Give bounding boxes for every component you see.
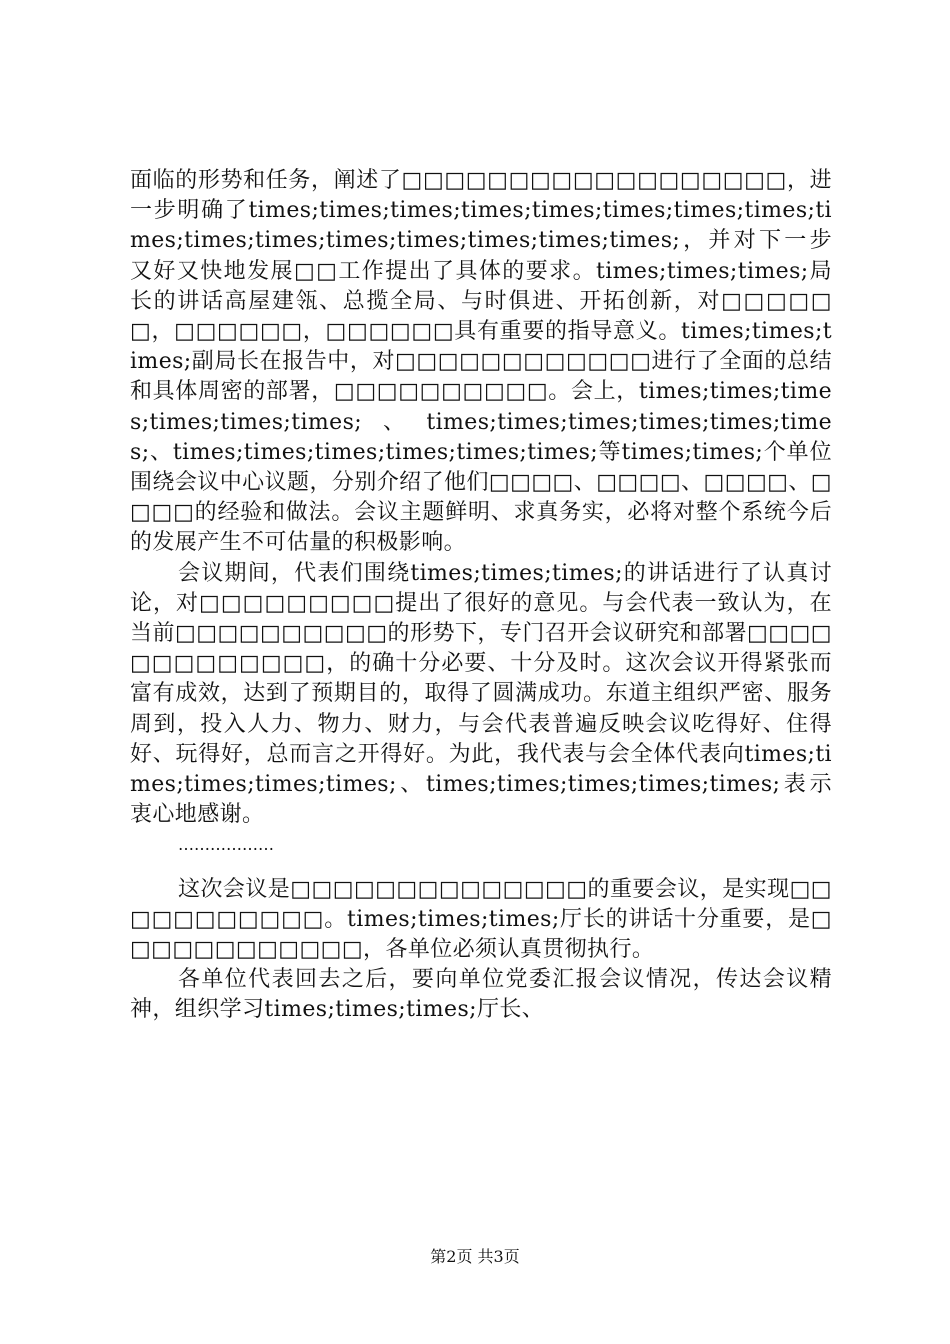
paragraph-4: 各单位代表回去之后，要向单位党委汇报会议情况，传达会议精神，组织学习times;times;times;厅长、 [130,967,832,1023]
paragraph-3: 这次会议是□□□□□□□□□□□□□□的重要会议，是实现□□□□□□□□□□□。times;times;times;厅长的讲话十分重要，是□□□□□□□□□□□□，各单位必须认真贯彻执行。 [130,876,832,963]
document-body [130,166,832,1026]
paragraph-1: 面临的形势和任务，阐述了□□□□□□□□□□□□□□□□□□，进一步明确了times;times;times;times;times;times;times;times;times;times;times;times;times;times;times;times;，并对下一步又好又快地发展□□工作提出了具体的要求。times;times;times;局长的讲话高屋建瓴、总揽全局、与时俱进、开拓创新，对□□□□□□，□□□□□□，□□□□□□具有重要的指导意义。times;times;times;副局长在报告中，对□□□□□□□□□□□□进行了全面的总结和具体周密的部署，□□□□□□□□□□。会上，times;times;times;times;times;times;、times;times;times;times;times;times;、times;times;times;times;times;times;等times;times;个单位围绕会议中心议题，分别介绍了他们□□□□、□□□□、□□□□、□□□□的经验和做法。会议主题鲜明、求真务实，必将对整个系统今后的发展产生不可估量的积极影响。 [130,168,832,556]
paragraph-2: 会议期间，代表们围绕times;times;times;的讲话进行了认真讨论，对□□□□□□□□□提出了很好的意见。与会代表一致认为，在当前□□□□□□□□□□的形势下，专门召开会议研究和部署□□□□□□□□□□□□□，的确十分必要、十分及时。这次会议开得紧张而富有成效，达到了预期目的，取得了圆满成功。东道主组织严密、服务周到，投入人力、物力、财力，与会代表普遍反映会议吃得好、住得好、玩得好，总而言之开得好。为此，我代表与会全体代表向times;times;times;times;times;、times;times;times;times;times;表示衷心地感谢。 [130,560,832,828]
page-number-footer: 第2页 共3页 [430,1247,520,1266]
ellipsis-separator: ……………… [178,835,274,855]
separator-spacer [130,861,832,875]
